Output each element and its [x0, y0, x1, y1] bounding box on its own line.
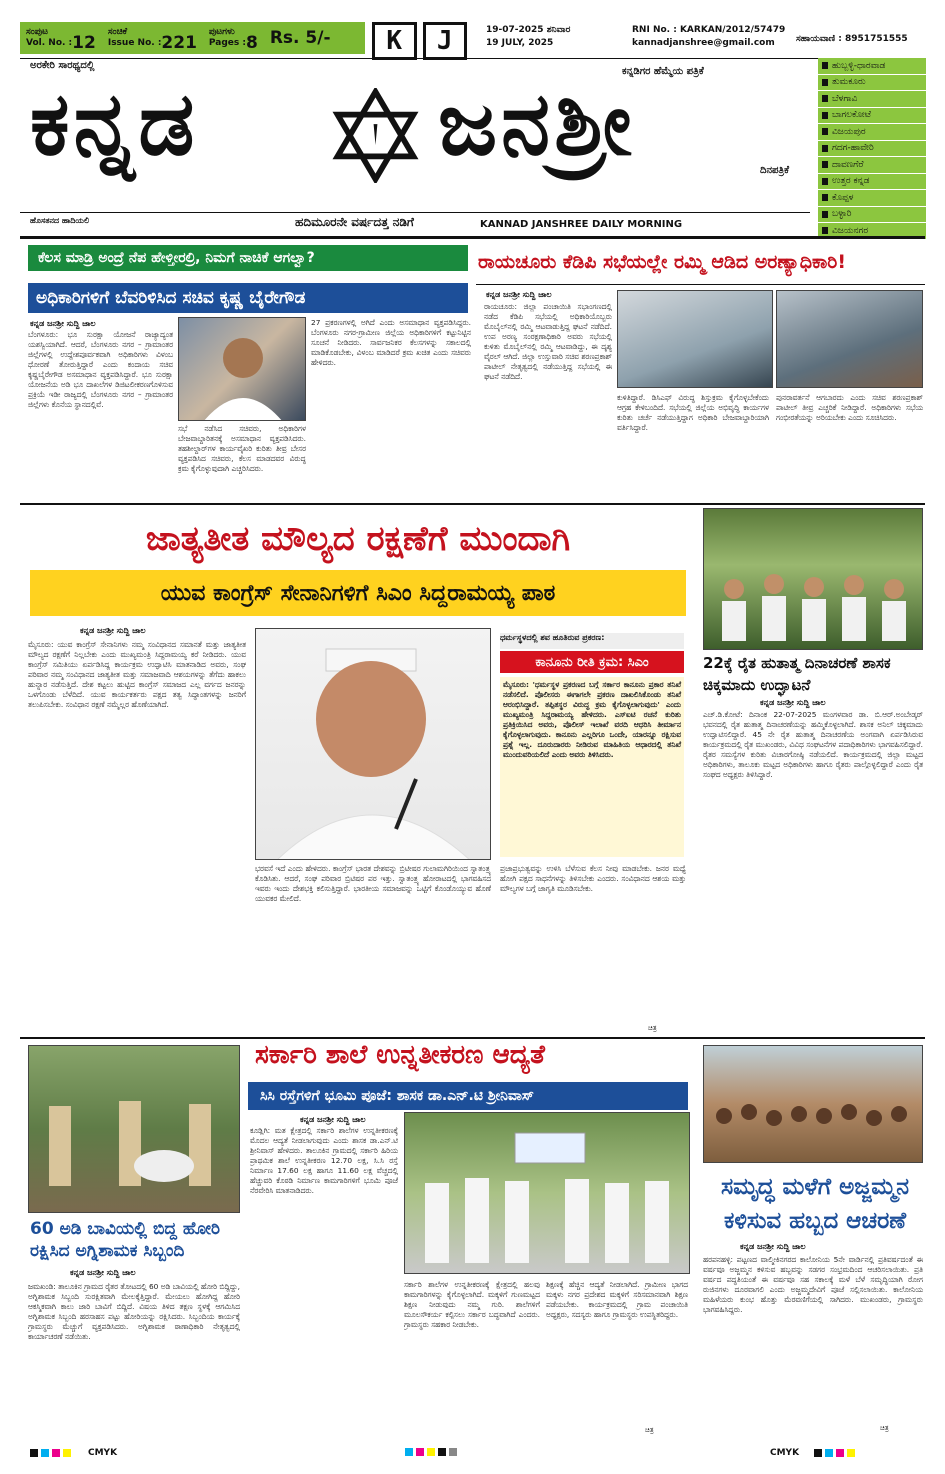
divider: [20, 503, 925, 505]
story2-headline[interactable]: ರಾಯಚೂರು ಕೆಡಿಪಿ ಸಭೆಯಲ್ಲೇ ರಮ್ಮಿ ಆಡಿದ ಅರಣ್ಯಾಧಿಕಾರಿ!: [478, 251, 846, 273]
box-text: ಮೈಸೂರು: 'ಧರ್ಮಸ್ಥಳ ಪ್ರಕರಣದ ಬಗ್ಗೆ ಸರ್ಕಾರ ಕಾನೂನು ಪ್ರಕಾರ ತನಿಖೆ ನಡೆಸಲಿದೆ. ಪೊಲೀಸರು ಈಗಾಗಲೇ ಪ್ರಕರಣ ದಾಖಲಿಸಿಕೊಂಡು ತನಿಖೆ ಆರಂಭಿಸಿದ್ದಾರೆ. ತಪ್ಪಿತಸ್ಥರ ವಿರುದ್ಧ ಕ್ರಮ ಕೈಗೊಳ್ಳಲಾಗುವುದು' ಎಂದು ಮುಖ್ಯಮಂತ್ರಿ ಸಿದ್ದರಾಮಯ್ಯ ಹೇಳಿದರು. ಎಸ್‌ಐಟಿ ರಚನೆ ಕುರಿತು ಪ್ರತಿಕ್ರಿಯಿಸಿದ ಅವರು, ಪೊಲೀಸ್ ಇಲಾಖೆ ವರದಿ ಆಧರಿಸಿ ತೀರ್ಮಾನ ಕೈಗೊಳ್ಳಲಾಗುವುದು. ಕಾನೂನು ಎಲ್ಲರಿಗೂ ಒಂದೇ, ಯಾರನ್ನೂ ರಕ್ಷಿಸುವ ಪ್ರಶ್ನೆ ಇಲ್ಲ. ದೂರುದಾರರು ನೀಡಿರುವ ಮಾಹಿತಿಯ ಆಧಾರದಲ್ಲಿ ತನಿಖೆ ಮುಂದುವರಿಯಲಿದೆ ಎಂದು ಅವರು ತಿಳಿಸಿದರು.: [500, 677, 684, 857]
group-photo-icon: [704, 509, 923, 650]
color-swatch: [836, 1449, 844, 1457]
pages-no: 8: [246, 33, 258, 53]
story5-text: ಕೂಡ್ಲಿಗಿ: ಮತ ಕ್ಷೇತ್ರದಲ್ಲಿ ಸರ್ಕಾರಿ ಶಾಲೆಗಳ ಉನ್ನತೀಕರಣಕ್ಕೆ ಮೊದಲ ಆದ್ಯತೆ ನೀಡಲಾಗುವುದು ಎಂದು ಶಾಸಕ ಡಾ.ಎನ್.ಟಿ ಶ್ರೀನಿವಾಸ್ ಹೇಳಿದರು. ತಾಲೂಕಿನ ಗ್ರಾಮದಲ್ಲಿ ಸರ್ಕಾರಿ ಹಿರಿಯ ಪ್ರಾಥಮಿಕ ಶಾಲೆ ಉನ್ನತೀಕರಣ 12.70 ಲಕ್ಷ, ಸಿ.ಸಿ ರಸ್ತೆ ನಿರ್ಮಾಣ 17.60 ಲಕ್ಷ ಹಾಗೂ 11.60 ಲಕ್ಷ ವೆಚ್ಚದಲ್ಲಿ ಹೆಚ್ಚುವರಿ ಕೊಠಡಿ ನಿರ್ಮಾಣ ಕಾಮಗಾರಿಗಳಿಗೆ ಭೂಮಿ ಪೂಜೆ ನೆರವೇರಿಸಿ ಮಾತನಾಡಿದರು.: [250, 1126, 398, 1195]
color-swatch: [847, 1449, 855, 1457]
story2-byline: ಕನ್ನಡ ಜನಶ್ರೀ ಸುದ್ದಿ ಜಾಲ: [486, 290, 552, 299]
minister-photo: [178, 317, 306, 421]
date-kannada: 19-07-2025 ಶನಿವಾರ: [486, 25, 571, 35]
issue-label: ಸಂಚಿಕೆ: [107, 27, 128, 37]
festival-photo: [703, 1045, 923, 1163]
color-swatch: [427, 1448, 435, 1456]
path-tagline: ಹೊಸತನದ ಹಾದಿಯಲಿ: [30, 216, 90, 225]
story2-text2: ಕುಳಿತಿದ್ದಾರೆ. ಡಿಸಿಎಫ್ ವಿರುದ್ಧ ಶಿಸ್ತುಕ್ರಮ ಕೈಗೊಳ್ಳಬೇಕೆಂದು ಆಗ್ರಹ ಕೇಳಿಬಂದಿದೆ. ಸಭೆಯಲ್ಲಿ ಜಿಲ್ಲೆಯ ಅಭಿವೃದ್ಧಿ ಕಾರ್ಯಗಳ ಕುರಿತು ಚರ್ಚೆ ನಡೆಯುತ್ತಿದ್ದಾಗ ಅಧಿಕಾರಿ ಬೇಜವಾಬ್ದಾರಿಯಾಗಿ ವರ್ತಿಸಿದ್ದಾರೆ.: [617, 393, 769, 432]
color-swatch: [63, 1449, 71, 1457]
person-icon: [179, 318, 306, 421]
story7-text: ಹರಪನಹಳ್ಳಿ: ಪಟ್ಟಣದ ವಾಲ್ಮೀಕಿನಗರದ ಕಾಲೋನಿಯ 5ನೇ ವಾರ್ಡಿನಲ್ಲಿ ಪ್ರತಿವರ್ಷದಂತೆ ಈ ವರ್ಷವೂ ಅಜ್ಜಮ್ಮನ ಕಳಿಸುವ ಹಬ್ಬವನ್ನು ಸಡಗರ ಸಂಭ್ರಮದಿಂದ ಆಚರಿಸಲಾಯಿತು. ಪ್ರತಿ ವರ್ಷದ ಪದ್ಧತಿಯಂತೆ ಈ ವರ್ಷವೂ ಸಹ ಸಕಾಲಕ್ಕೆ ಮಳೆ ಬೆಳೆ ಸಮೃದ್ಧಿಯಾಗಿ ರೋಗ ರುಜಿನಗಳು ದೂರವಾಗಲಿ ಎಂದು ಅಜ್ಜಮ್ಮದೇವಿಗೆ ಪೂಜೆ ಸಲ್ಲಿಸಲಾಯಿತು. ಕಾಲೋನಿಯ ಮಹಿಳೆಯರು ಕುಂಭ ಹೊತ್ತು ಮೆರವಣಿಗೆಯಲ್ಲಿ ಸಾಗಿದರು. ಮುಖಂಡರು, ಗ್ರಾಮಸ್ಥರು ಭಾಗವಹಿಸಿದ್ದರು.: [703, 1255, 923, 1314]
story3-text3: ಪ್ರಜಾಪ್ರಭುತ್ವವನ್ನು ಉಳಿಸಿ ಬೆಳೆಸುವ ಕೆಲಸ ನೀವು ಮಾಡಬೇಕು. ಜನರ ಮಧ್ಯೆ ಹೋಗಿ ಪಕ್ಷದ ಸಾಧನೆಗಳನ್ನು ತಿಳಿಸಬೇಕು ಎಂದರು. ಸಂವಿಧಾನದ ಆಶಯ ಮತ್ತು ಮೌಲ್ಯಗಳ ಬಗ್ಗೆ ಜಾಗೃತಿ ಮೂಡಿಸಬೇಕು.: [500, 864, 686, 893]
year-tagline: ಹದಿಮೂರನೇ ವರ್ಷದತ್ತ ನಡಿಗೆ: [295, 215, 414, 229]
firemen-photo: [28, 1045, 240, 1213]
photo-caption: ಚಿತ್ರ: [648, 1024, 657, 1032]
color-swatch: [41, 1449, 49, 1457]
color-swatch: [449, 1448, 457, 1456]
city-item[interactable]: ಕೊಪ್ಪಳ: [818, 190, 926, 207]
color-swatch: [30, 1449, 38, 1457]
story3-headline[interactable]: ಜಾತ್ಯತೀತ ಮೌಲ್ಯದ ರಕ್ಷಣೆಗೆ ಮುಂದಾಗಿ: [145, 519, 571, 559]
photo-caption: ಚಿತ್ರ: [645, 1426, 654, 1434]
story2-text3: ಪುನರಾವರ್ತನೆ ಆಗಬಾರದು ಎಂದು ಸಚಿವ ಶರಣಪ್ರಕಾಶ್ ಪಾಟೀಲ್ ತೀವ್ರ ಎಚ್ಚರಿಕೆ ನೀಡಿದ್ದಾರೆ. ಅಧಿಕಾರಿಗಳು ಸಭೆಯ ಗಂಭೀರತೆಯನ್ನು ಅರಿಯಬೇಕು ಎಂದು ಸೂಚಿಸಿದರು.: [776, 393, 923, 422]
vol-label: ಸಂಪುಟ: [26, 27, 48, 37]
cmyk-label: CMYK: [88, 1448, 118, 1458]
tagline-right: ಕನ್ನಡಿಗರ ಹೆಮ್ಮೆಯ ಪತ್ರಿಕೆ: [622, 66, 704, 77]
masthead-right: ಜನಶ್ರೀ: [438, 72, 636, 175]
color-swatch: [405, 1448, 413, 1456]
speaker-icon: [256, 629, 491, 860]
cmyk-label: CMYK: [770, 1448, 800, 1458]
story3-subhead[interactable]: ಯುವ ಕಾಂಗ್ರೆಸ್ ಸೇನಾನಿಗಳಿಗೆ ಸಿಎಂ ಸಿದ್ದರಾಮಯ್ಯ ಪಾಠ: [30, 570, 686, 616]
price: Rs. 5/-: [269, 27, 331, 48]
english-name: KANNAD JANSHREE DAILY MORNING: [480, 219, 683, 230]
pages-no-label: Pages :: [208, 38, 246, 48]
kj-letter-j: J: [423, 22, 468, 60]
color-bar-center: [405, 1448, 457, 1456]
rni-number: RNI No. : KARKAN/2012/57479: [632, 25, 786, 35]
masthead-left: ಕನ್ನಡ: [30, 72, 199, 175]
cm-photo: [255, 628, 491, 860]
kj-letter-k: K: [372, 22, 417, 60]
story6-text: ಜಮಖಂಡಿ: ತಾಲೂಕಿನ ಗ್ರಾಮದ ರೈತರ ತೋಟದಲ್ಲಿ 60 ಅಡಿ ಬಾವಿಯಲ್ಲಿ ಹೋರಿ ಬಿದ್ದಿದ್ದು, ಅಗ್ನಿಶಾಮಕ ಸಿಬ್ಬಂದಿ ಸುರಕ್ಷಿತವಾಗಿ ಮೇಲಕ್ಕೆತ್ತಿದ್ದಾರೆ. ಮೇಯಲು ಹೋಗಿದ್ದ ಹೋರಿ ಆಕಸ್ಮಿಕವಾಗಿ ಕಾಲು ಜಾರಿ ಬಾವಿಗೆ ಬಿದ್ದಿದೆ. ವಿಷಯ ತಿಳಿದ ತಕ್ಷಣ ಸ್ಥಳಕ್ಕೆ ಆಗಮಿಸಿದ ಅಗ್ನಿಶಾಮಕ ಸಿಬ್ಬಂದಿ ಹರಸಾಹಸ ಪಟ್ಟು ಹೋರಿಯನ್ನು ರಕ್ಷಿಸಿದರು. ಸಿಬ್ಬಂದಿಯ ಕಾರ್ಯಕ್ಕೆ ಗ್ರಾಮಸ್ಥರು ಮೆಚ್ಚುಗೆ ವ್ಯಕ್ತಪಡಿಸಿದರು. ಅಗ್ನಿಶಾಮಕ ಠಾಣಾಧಿಕಾರಿ ನೇತೃತ್ವದಲ್ಲಿ ಕಾರ್ಯಾಚರಣೆ ನಡೆಯಿತು.: [28, 1282, 240, 1341]
rescue-icon: [29, 1046, 240, 1213]
issue-info-bar: [20, 22, 365, 54]
story5-text2: ಸರ್ಕಾರಿ ಶಾಲೆಗಳ ಉನ್ನತೀಕರಣಕ್ಕೆ ಕ್ಷೇತ್ರದಲ್ಲಿ ಹಲವು ಕಾಮಗಾರಿಗಳನ್ನು ಕೈಗೊಳ್ಳಲಾಗಿದೆ. ಮಕ್ಕಳಿಗೆ ಗುಣಮಟ್ಟದ ಶಿಕ್ಷಣ ನೀಡುವುದು ನಮ್ಮ ಗುರಿ. ಶಾಲೆಗಳಿಗೆ ಮೂಲಸೌಕರ್ಯ ಕಲ್ಪಿಸಲು ಸರ್ಕಾರ ಬದ್ಧವಾಗಿದೆ ಎಂದರು. ಗ್ರಾಮಸ್ಥರು ಸಹಕಾರ ನೀಡಬೇಕು.: [404, 1280, 540, 1329]
story5-headline[interactable]: ಸರ್ಕಾರಿ ಶಾಲೆ ಉನ್ನತೀಕರಣ ಆದ್ಯತೆ: [255, 1040, 545, 1070]
city-item[interactable]: ವಿಜಯನಗರ: [818, 223, 926, 240]
vol-no: 12: [72, 33, 96, 53]
story1-headline[interactable]: ಅಧಿಕಾರಿಗಳಿಗೆ ಬೆವರಿಳಿಸಿದ ಸಚಿವ ಕೃಷ್ಣ ಬೈರೇಗೌಡ: [28, 283, 468, 313]
city-item[interactable]: ಬೆಳಗಾವಿ: [818, 91, 926, 108]
story6-headline[interactable]: 60 ಅಡಿ ಬಾವಿಯಲ್ಲಿ ಬಿದ್ದ ಹೋರಿ ರಕ್ಷಿಸಿದ ಅಗ್ನಿಶಾಮಕ ಸಿಬ್ಬಂದಿ: [30, 1219, 221, 1261]
story1-text: ಬೆಂಗಳೂರು: ಭೂ ಸುರಕ್ಷಾ ಯೋಜನೆ ರಾಜ್ಯಾದ್ಯಂತ ಯಶಸ್ವಿಯಾಗಿದೆ. ಆದರೆ, ಬೆಂಗಳೂರು ನಗರ – ಗ್ರಾಮಾಂತರ ಜಿಲ್ಲೆಗಳಲ್ಲಿ ಉದ್ದೇಶಪೂರ್ವಕವಾಗಿ ಅಧಿಕಾರಿಗಳು ವಿಳಂಬ ಧೋರಣೆ ತೋರುತ್ತಿದ್ದಾರೆ ಎಂದು ಕಂದಾಯ ಸಚಿವ ಕೃಷ್ಣಬೈರೇಗೌಡ ಅಸಮಾಧಾನ ವ್ಯಕ್ತಪಡಿಸಿದ್ದಾರೆ. ಭೂ ಸುರಕ್ಷಾ ಯೋಜನೆಯ ಅಡಿ ಭೂ ದಾಖಲೆಗಳ ಡಿಜಿಟಲೀಕರಣಗೊಳಿಸುವ ಪ್ರಕ್ರಿಯೆ ಇಡೀ ರಾಜ್ಯದಲ್ಲಿ ಬೆಂಗಳೂರು ನಗರ – ಗ್ರಾಮಾಂತರ ಜಿಲ್ಲೆಗಳು ಕೊನೆಯ ಸ್ಥಾನದಲ್ಲಿವೆ.: [28, 330, 173, 409]
date-block: [486, 24, 570, 50]
ceremony-photo: [404, 1112, 690, 1274]
color-swatch: [825, 1449, 833, 1457]
city-item[interactable]: ಹುಬ್ಬಳ್ಳಿ-ಧಾರವಾಡ: [818, 58, 926, 75]
vol-no-label: Vol. No. :: [26, 38, 73, 48]
color-bar-right: [770, 1448, 855, 1458]
story6-byline: ಕನ್ನಡ ಜನಶ್ರೀ ಸುದ್ದಿ ಜಾಲ: [70, 1268, 136, 1277]
story1-kicker[interactable]: ಕೆಲಸ ಮಾಡ್ರಿ ಅಂದ್ರೆ ನೆಪ ಹೇಳ್ತೀರಲ್ರಿ, ನಿಮಗೆ ನಾಚಿಕೆ ಆಗಲ್ವಾ?: [28, 245, 468, 271]
story3-text2: ಭರವಸೆ ಇದೆ ಎಂದು ಹೇಳಿದರು. ಕಾಂಗ್ರೆಸ್ ಭಾರತ ದೇಶವನ್ನು ಬ್ರಿಟೀಷರ ಗುಲಾಮಗಿರಿಯಿಂದ ಸ್ವಾತಂತ್ರ್ಯ ಕೊಡಿಸಿತು. ಆದರೆ, ಸಂಘ ಪರಿವಾರ ಬ್ರಿಟಿಷರ ಪರ ಇತ್ತು. ಸ್ವಾತಂತ್ರ್ಯ ಹೋರಾಟದಲ್ಲಿ ಭಾಗವಹಿಸದ ಇವರು ಇಂದು ದೇಶಭಕ್ತಿ ಕಲಿಸುತ್ತಿದ್ದಾರೆ. ಭಾರತೀಯ ಸಮಾಜವನ್ನು ಒಟ್ಟಿಗೆ ಕೊಂಡೊಯ್ಯುವ ಹೊಣೆ ಯುವಕರ ಮೇಲಿದೆ.: [255, 864, 491, 903]
meeting-photo-2: [776, 290, 923, 388]
story5-text3: ಶಿಕ್ಷಣಕ್ಕೆ ಹೆಚ್ಚಿನ ಆದ್ಯತೆ ನೀಡಲಾಗಿದೆ. ಗ್ರಾಮೀಣ ಭಾಗದ ಮಕ್ಕಳು ನಗರ ಪ್ರದೇಶದ ಮಕ್ಕಳಿಗೆ ಸರಿಸಮಾನವಾಗಿ ಶಿಕ್ಷಣ ಪಡೆಯಬೇಕು. ಕಾರ್ಯಕ್ರಮದಲ್ಲಿ ಗ್ರಾಮ ಪಂಚಾಯಿತಿ ಅಧ್ಯಕ್ಷರು, ಸದಸ್ಯರು ಹಾಗೂ ಗ್ರಾಮಸ್ಥರು ಉಪಸ್ಥಿತರಿದ್ದರು.: [546, 1280, 688, 1319]
story4-text: ಎಚ್.ಡಿ.ಕೋಟೆ: ದಿನಾಂಕ 22-07-2025 ಮಂಗಳವಾರ ಡಾ. ಬಿ.ಆರ್.ಅಂಬೇಡ್ಕರ್ ಭವನದಲ್ಲಿ ರೈತ ಹುತಾತ್ಮ ದಿನಾಚರಣೆಯನ್ನು ಹಮ್ಮಿಕೊಳ್ಳಲಾಗಿದೆ. ಶಾಸಕ ಅನಿಲ್ ಚಿಕ್ಕಮಾದು ಉದ್ಘಾಟಿಸಲಿದ್ದಾರೆ. 45 ನೇ ರೈತ ಹುತಾತ್ಮ ದಿನಾಚರಣೆಯ ಅಂಗವಾಗಿ ಏರ್ಪಡಿಸಿರುವ ಕಾರ್ಯಕ್ರಮದಲ್ಲಿ ರೈತ ಮುಖಂಡರು, ವಿವಿಧ ಸಂಘಟನೆಗಳ ಪದಾಧಿಕಾರಿಗಳು ಭಾಗವಹಿಸಲಿದ್ದಾರೆ. ರೈತರ ಸಮಸ್ಯೆಗಳ ಕುರಿತು ವಿಚಾರಗೋಷ್ಠಿ ನಡೆಯಲಿದೆ. ಕಾರ್ಯಕ್ರಮದಲ್ಲಿ ಜಿಲ್ಲಾ ಮಟ್ಟದ ಅಧಿಕಾರಿಗಳು, ತಾಲೂಕು ಮಟ್ಟದ ಅಧಿಕಾರಿಗಳು ಹಾಗೂ ರೈತರು ಪಾಲ್ಗೊಳ್ಳಲಿದ್ದಾರೆ ಎಂದು ರೈತ ಸಂಘದ ಅಧ್ಯಕ್ಷರು ತಿಳಿಸಿದ್ದಾರೆ.: [703, 710, 923, 779]
color-swatch: [52, 1449, 60, 1457]
color-swatch: [438, 1448, 446, 1456]
box-kicker: ಧರ್ಮಸ್ಥಳದಲ್ಲಿ ಶವ ಹೂತಿರುವ ಪ್ರಕರಣ:: [500, 633, 684, 649]
color-swatch: [814, 1449, 822, 1457]
city-item[interactable]: ಬಳ್ಳಾರಿ: [818, 207, 926, 224]
city-item[interactable]: ಬಾಗಲಕೋಟೆ: [818, 108, 926, 125]
tagline-left: ಅರಕೇರಿ ಸಾರಥ್ಯದಲ್ಲಿ: [30, 60, 95, 71]
photo-caption: ಚಿತ್ರ: [880, 1424, 889, 1432]
divider: [20, 236, 925, 239]
pages-label: ಪುಟಗಳು: [208, 27, 235, 37]
helpline: ಸಹಾಯವಾಣಿ : 8951751555: [796, 34, 908, 44]
city-index: [818, 58, 926, 240]
city-item[interactable]: ದಾವಣಗೆರೆ: [818, 157, 926, 174]
dinapatrike-label: ದಿನಪತ್ರಿಕೆ: [760, 165, 790, 176]
date-english: 19 JULY, 2025: [486, 38, 554, 48]
color-swatch: [416, 1448, 424, 1456]
divider: [20, 212, 810, 213]
color-bar-left: [30, 1448, 117, 1458]
city-item[interactable]: ವಿಜಯಪುರ: [818, 124, 926, 141]
email: kannadjanshree@gmail.com: [632, 38, 775, 48]
story7-byline: ಕನ್ನಡ ಜನಶ್ರೀ ಸುದ್ದಿ ಜಾಲ: [740, 1242, 806, 1251]
kj-logo: [372, 22, 467, 60]
star-logo-icon: [328, 88, 423, 183]
story7-headline[interactable]: ಸಮೃದ್ಧ ಮಳೆಗೆ ಅಜ್ಜಮ್ಮನ ಕಳಿಸುವ ಹಬ್ಬದ ಆಚರಣೆ: [720, 1174, 910, 1234]
divider: [20, 58, 925, 59]
story3-text: ಮೈಸೂರು: ಯುವ ಕಾಂಗ್ರೆಸ್ ಸೇನಾನಿಗಳು ನಮ್ಮ ಸಂವಿಧಾನದ ಸಮಾನತೆ ಮತ್ತು ಜಾತ್ಯತೀತ ಮೌಲ್ಯದ ರಕ್ಷಣೆಗೆ ನಿಲ್ಲಬೇಕು ಎಂದು ಮುಖ್ಯಮಂತ್ರಿ ಸಿದ್ದರಾಮಯ್ಯ ಕರೆ ನೀಡಿದರು. ಯುವ ಕಾಂಗ್ರೆಸ್ ಸಮಿತಿಯು ಏರ್ಪಡಿಸಿದ್ದ ಕಾರ್ಯಕ್ರಮ ಉದ್ಘಾಟಿಸಿ ಮಾತನಾಡಿದ ಅವರು, ಸಂಘ ಪರಿವಾರ ನಮ್ಮ ಸಂವಿಧಾನದ ಜಾತ್ಯತೀತ ಮತ್ತು ಸಮಾಜವಾದಿ ಆಶಯಗಳನ್ನು ತೆಗೆದು ಹಾಕಲು ಹುನ್ನಾರ ನಡೆಸುತ್ತಿದೆ. ದೇಶ ಕಟ್ಟಲು ಹುಟ್ಟಿದ ಕಾಂಗ್ರೆಸ್ ಸಮಾಜದ ಎಲ್ಲ ವರ್ಗದ ಜನರನ್ನು ಒಳಗೊಂಡು ಬೆಳೆದಿದೆ. ಯುವ ಕಾರ್ಯಕರ್ತರು ಪಕ್ಷದ ತತ್ವ ಸಿದ್ಧಾಂತಗಳನ್ನು ಜನರಿಗೆ ತಲುಪಿಸಬೇಕು. ಸಂವಿಧಾನ ರಕ್ಷಣೆ ನಮ್ಮೆಲ್ಲರ ಹೊಣೆಯಾಗಿದೆ.: [28, 640, 246, 709]
story5-subhead[interactable]: ಸಿಸಿ ರಸ್ತೆಗಳಿಗೆ ಭೂಮಿ ಪೂಜೆ: ಶಾಸಕ ಡಾ.ಎನ್.ಟಿ ಶ್ರೀನಿವಾಸ್: [248, 1082, 688, 1110]
story1-text3: 27 ಪ್ರಕರಣಗಳಲ್ಲಿ ಅಗಿದೆ ಎಂದು ಅಸಮಾಧಾನ ವ್ಯಕ್ತಪಡಿಸಿದ್ದರು. ಬೆಂಗಳೂರು ನಗರ-ಗ್ರಾಮೀಣ ಜಿಲ್ಲೆಯ ಅಧಿಕಾರಿಗಳಿಗೆ ಕಟ್ಟುನಿಟ್ಟಿನ ಸೂಚನೆ ನೀಡಿದರು. ಸಾರ್ವಜನಿಕರ ಕೆಲಸಗಳನ್ನು ಸಕಾಲದಲ್ಲಿ ಮಾಡಿಕೊಡಬೇಕು, ವಿಳಂಬ ಮಾಡಿದರೆ ಕ್ರಮ ಖಚಿತ ಎಂದು ಸಚಿವರು ಹೇಳಿದರು.: [311, 318, 471, 367]
city-item[interactable]: ಗದಗ-ಹಾವೇರಿ: [818, 141, 926, 158]
story5-byline: ಕನ್ನಡ ಜನಶ್ರೀ ಸುದ್ದಿ ಜಾಲ: [300, 1115, 366, 1124]
box-title[interactable]: ಕಾನೂನು ರೀತಿ ಕ್ರಮ: ಸಿಎಂ: [500, 651, 684, 673]
farmers-photo: [703, 508, 923, 650]
story2-text: ರಾಯಚೂರು: ಜಿಲ್ಲಾ ಪಂಚಾಯಿತಿ ಸಭಾಂಗಣದಲ್ಲಿ ನಡೆದ ಕೆಡಿಪಿ ಸಭೆಯಲ್ಲಿ ಅಧಿಕಾರಿಯೊಬ್ಬರು ಮೊಬೈಲ್‌ನಲ್ಲಿ ರಮ್ಮಿ ಆಟವಾಡುತ್ತಿದ್ದ ಘಟನೆ ನಡೆದಿದೆ. ಉಪ ಅರಣ್ಯ ಸಂರಕ್ಷಣಾಧಿಕಾರಿ ಅವರು ಸಭೆಯಲ್ಲಿ ಕುಳಿತು ಮೊಬೈಲ್‌ನಲ್ಲಿ ರಮ್ಮಿ ಆಟವಾಡಿದ್ದು, ಈ ದೃಶ್ಯ ವೈರಲ್ ಆಗಿದೆ. ಜಿಲ್ಲಾ ಉಸ್ತುವಾರಿ ಸಚಿವ ಶರಣಪ್ರಕಾಶ್ ಪಾಟೀಲ್ ನೇತೃತ್ವದಲ್ಲಿ ನಡೆಯುತ್ತಿದ್ದ ಸಭೆಯಲ್ಲಿ ಈ ಘಟನೆ ನಡೆದಿದೆ.: [484, 302, 612, 381]
meeting-photo-1: [617, 290, 773, 388]
story1-byline: ಕನ್ನಡ ಜನಶ್ರೀ ಸುದ್ದಿ ಜಾಲ: [30, 319, 96, 328]
story3-byline: ಕನ್ನಡ ಜನಶ್ರೀ ಸುದ್ದಿ ಜಾಲ: [80, 626, 146, 635]
story4-byline: ಕನ್ನಡ ಜನಶ್ರೀ ಸುದ್ದಿ ಜಾಲ: [760, 698, 826, 707]
issue-no: 221: [161, 33, 197, 53]
story4-headline[interactable]: 22ಕ್ಕೆ ರೈತ ಹುತಾತ್ಮ ದಿನಾಚರಣೆ ಶಾಸಕ ಚಿಕ್ಕಮಾದು ಉದ್ಘಾಟನೆ: [703, 654, 891, 694]
issue-no-label: Issue No. :: [107, 38, 162, 48]
city-item[interactable]: ಉತ್ತರ ಕನ್ನಡ: [818, 174, 926, 191]
rni-block: [632, 24, 785, 50]
story1-text2: ಸಭೆ ನಡೆಸಿದ ಸಚಿವರು, ಅಧಿಕಾರಿಗಳ ಬೇಜವಾಬ್ದಾರಿತನಕ್ಕೆ ಅಸಮಾಧಾನ ವ್ಯಕ್ತಪಡಿಸಿದರು. ತಹಶೀಲ್ದಾರ್‌ಗಳ ಕಾರ್ಯವೈಖರಿ ಕುರಿತು ತೀವ್ರ ಬೇಸರ ವ್ಯಕ್ತಪಡಿಸಿದ ಸಚಿವರು, ಕೆಲಸ ಮಾಡದವರ ವಿರುದ್ಧ ಕ್ರಮ ಕೈಗೊಳ್ಳುವುದಾಗಿ ಎಚ್ಚರಿಸಿದರು.: [178, 424, 306, 473]
city-item[interactable]: ತುಮಕೂರು: [818, 75, 926, 92]
divider: [20, 1037, 925, 1039]
ceremony-icon: [405, 1113, 690, 1274]
crowd-icon: [704, 1046, 923, 1163]
divider: [476, 284, 925, 285]
